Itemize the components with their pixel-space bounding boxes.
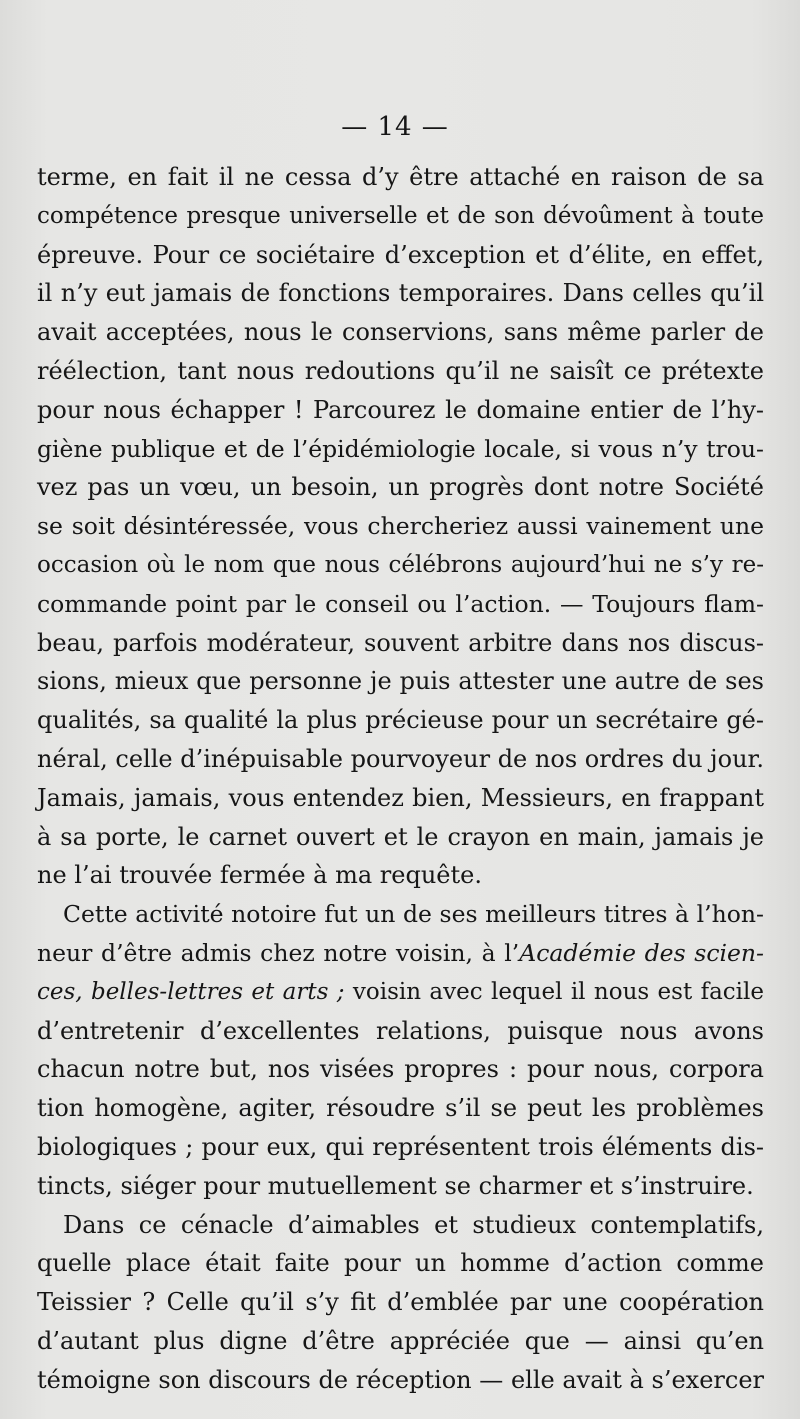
text-line: qualités, sa qualité la plus précieuse pour un secrétaire gé- <box>37 706 764 735</box>
text-line: occasion où le nom que nous célébrons aujourd’hui ne s’y re- <box>37 551 764 578</box>
text-line: sions, mieux que personne je puis attester une autre de ses <box>37 667 764 696</box>
text-line: épreuve. Pour ce sociétaire d’exception et d’élite, en effet, <box>37 240 764 269</box>
text-line: biologiques ; pour eux, qui représentent trois éléments dis- <box>37 1132 764 1161</box>
text-line: Cette activité notoire fut un de ses meilleurs titres à l’hon- <box>63 900 764 929</box>
text-run: voisin avec lequel il nous est facile <box>344 978 764 1005</box>
text-line: il n’y eut jamais de fonctions temporaires. Dans celles qu’il <box>37 279 764 308</box>
text-line: vez pas un vœu, un besoin, un progrès dont notre Société <box>37 473 764 502</box>
text-line: tion homogène, agiter, résoudre s’il se peut les problèmes <box>37 1094 764 1123</box>
body-text <box>37 158 764 1400</box>
page-number: — 14 — <box>341 112 449 142</box>
text-line: pour nous échapper ! Parcourez le domaine entier de l’hy- <box>37 395 764 424</box>
text-line: commande point par le conseil ou l’action. — Toujours flam- <box>37 589 764 618</box>
text-line: ne l’ai trouvée fermée à ma requête. <box>37 861 482 890</box>
text-line: témoigne son discours de réception — elle avait à s’exercer <box>37 1365 764 1394</box>
text-line: quelle place était faite pour un homme d’action comme <box>37 1249 764 1278</box>
text-line: néral, celle d’inépuisable pourvoyeur de nos ordres du jour. <box>37 744 764 773</box>
text-line: compétence presque universelle et de son dévoûment à toute <box>37 202 764 229</box>
text-line: réélection, tant nous redoutions qu’il ne saisît ce prétexte <box>37 356 764 385</box>
text-line <box>37 934 764 973</box>
text-line: à sa porte, le carnet ouvert et le crayon en main, jamais je <box>37 822 764 851</box>
text-line: tincts, siéger pour mutuellement se charmer et s’instruire. <box>37 1171 754 1200</box>
text-line: Teissier ? Celle qu’il s’y fit d’emblée par une coopération <box>37 1288 764 1317</box>
italic-title-run: ces, belles-lettres et arts ; <box>37 978 345 1005</box>
text-line: d’entretenir d’excellentes relations, puisque nous avons <box>37 1016 764 1045</box>
text-line: chacun notre but, nos visées propres : pour nous, corpora <box>37 1055 764 1084</box>
text-line: giène publique et de l’épidémiologie locale, si vous n’y trou- <box>37 434 764 463</box>
text-line: d’autant plus digne d’être appréciée que — ainsi qu’en <box>37 1326 764 1355</box>
text-line <box>37 973 764 1012</box>
text-line: avait acceptées, nous le conservions, sans même parler de <box>37 318 764 347</box>
text-line: se soit désintéressée, vous chercheriez aussi vainement une <box>37 512 764 541</box>
text-line: beau, parfois modérateur, souvent arbitre dans nos discus- <box>37 628 764 657</box>
text-line: Dans ce cénacle d’aimables et studieux contemplatifs, <box>63 1210 764 1239</box>
text-run: neur d’être admis chez notre voisin, à l’ <box>37 938 520 967</box>
italic-title-run: Académie des scien- <box>519 938 764 967</box>
text-line: terme, en fait il ne cessa d’y être attaché en raison de sa <box>37 163 764 191</box>
text-line: Jamais, jamais, vous entendez bien, Messieurs, en frappant <box>37 783 764 812</box>
